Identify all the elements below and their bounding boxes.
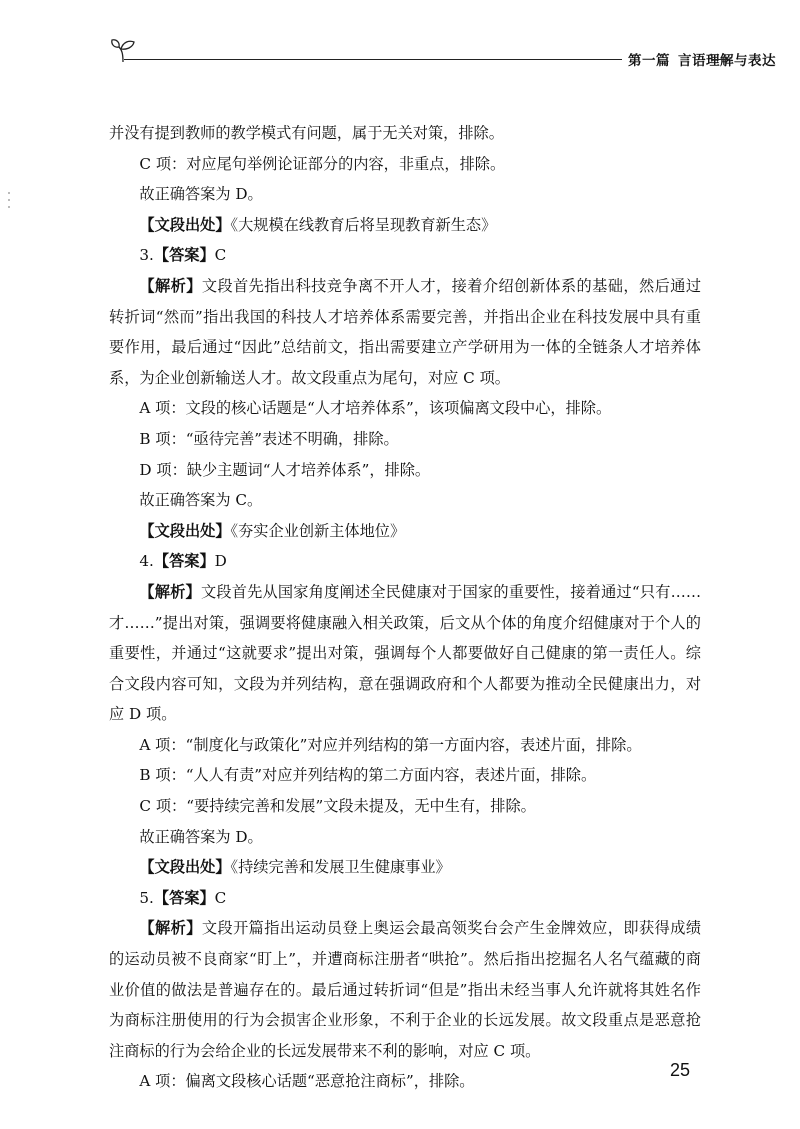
text-run: 文段首先从国家角度阐述全民健康对于国家的重要性，接着通过“只有……才……”提出对策，强调要将健康融入相关政策，后文从个体的角度介绍健康对于个人的重要性，并通过“这就要求”提出对策，强调每个人都要做好自己健康的第一责任人。综合文段内容可知，文段为并列结构，意在强调政府和个人都要为推动全民健康出力，对应 D 项。 bbox=[109, 582, 702, 724]
part-title: 言语理解与表达 bbox=[678, 53, 776, 69]
text-run: C bbox=[214, 246, 227, 265]
paragraph bbox=[109, 822, 701, 853]
margin-marks bbox=[8, 192, 10, 212]
body-text bbox=[109, 118, 701, 1097]
paragraph bbox=[109, 852, 701, 883]
paragraph bbox=[109, 271, 701, 393]
text-run: A 项：偏离文段核心话题“恶意抢注商标”，排除。 bbox=[139, 1072, 475, 1091]
paragraph bbox=[109, 455, 701, 486]
text-run: A 项：文段的核心话题是“人才培养体系”，该项偏离文段中心，排除。 bbox=[139, 399, 612, 418]
paragraph bbox=[109, 760, 701, 791]
text-run: D bbox=[214, 552, 227, 571]
paragraph bbox=[109, 393, 701, 424]
text-run: 文段首先指出科技竞争离不开人才，接着介绍创新体系的基础，然后通过转折词“然而”指出我国的科技人才培养体系需要完善，并指出企业在科技发展中具有重要作用，最后通过“因此”总结前文，指出需要建立产学研用为一体的全链条人才培养体系，为企业创新输送人才。故文段重点为尾句，对应 C 项。 bbox=[109, 276, 702, 387]
text-run: C 项：“要持续完善和发展”文段未提及，无中生有，排除。 bbox=[139, 797, 536, 816]
page-number: 25 bbox=[670, 1060, 691, 1080]
text-run: 3. bbox=[139, 246, 154, 265]
paragraph bbox=[109, 424, 701, 455]
paragraph bbox=[109, 1066, 701, 1097]
section-label: 【答案】 bbox=[153, 552, 215, 571]
text-run: 故正确答案为 D。 bbox=[139, 185, 263, 204]
section-label: 【答案】 bbox=[153, 246, 215, 265]
section-label: 【解析】 bbox=[139, 582, 201, 601]
section-label: 【文段出处】 bbox=[139, 521, 231, 540]
section-label: 【文段出处】 bbox=[139, 858, 231, 877]
paragraph bbox=[109, 485, 701, 516]
text-run: 《大规模在线教育后将呈现教育新生态》 bbox=[230, 215, 497, 234]
text-run: 文段开篇指出运动员登上奥运会最高领奖台会产生金牌效应，即获得成绩的运动员被不良商家“盯上”，并遭商标注册者“哄抢”。然后指出挖掘名人名气蕴藏的商业价值的做法是普遍存在的。最后通过转折词“但是”指出未经当事人允许就将其姓名作为商标注册使用的行为会损害企业形象，不利于企业的长远发展。故文段重点是恶意抢注商标的行为会给企业的长远发展带来不利的影响，对应 C 项。 bbox=[109, 919, 702, 1060]
text-run: C bbox=[214, 888, 227, 907]
header-rule-left bbox=[124, 59, 622, 60]
paragraph bbox=[109, 179, 701, 210]
text-run: 《夯实企业创新主体地位》 bbox=[230, 521, 406, 540]
header-rule-right bbox=[712, 59, 730, 60]
part-label: 第一篇 bbox=[628, 53, 670, 69]
section-label: 【文段出处】 bbox=[139, 215, 231, 234]
paragraph bbox=[109, 149, 701, 180]
text-run: 并没有提到教师的教学模式有问题，属于无关对策，排除。 bbox=[109, 124, 504, 142]
text-run: B 项：“亟待完善”表述不明确，排除。 bbox=[139, 429, 399, 448]
text-run: 5. bbox=[139, 888, 154, 907]
text-run: 4. bbox=[139, 552, 154, 571]
section-label: 【解析】 bbox=[139, 919, 202, 938]
paragraph bbox=[109, 577, 701, 730]
paragraph bbox=[109, 118, 701, 149]
paragraph bbox=[109, 516, 701, 547]
text-run: 《持续完善和发展卫生健康事业》 bbox=[230, 858, 451, 877]
section-label: 【解析】 bbox=[139, 276, 202, 295]
section-label: 【答案】 bbox=[153, 888, 215, 907]
paragraph bbox=[109, 791, 701, 822]
running-header bbox=[110, 36, 776, 76]
text-run: 故正确答案为 C。 bbox=[139, 491, 263, 510]
text-run: D 项：缺少主题词“人才培养体系”，排除。 bbox=[139, 460, 431, 479]
paragraph bbox=[109, 240, 701, 271]
paragraph bbox=[109, 546, 701, 577]
paragraph bbox=[109, 883, 701, 914]
paragraph bbox=[109, 210, 701, 241]
text-run: A 项：“制度化与政策化”对应并列结构的第一方面内容，表述片面，排除。 bbox=[139, 735, 642, 754]
text-run: C 项：对应尾句举例论证部分的内容，非重点，排除。 bbox=[139, 154, 506, 173]
text-run: B 项：“人人有责”对应并列结构的第二方面内容，表述片面，排除。 bbox=[139, 766, 597, 785]
text-run: 故正确答案为 D。 bbox=[139, 827, 263, 846]
chapter-title bbox=[628, 49, 784, 69]
paragraph bbox=[109, 913, 701, 1066]
paragraph bbox=[109, 730, 701, 761]
